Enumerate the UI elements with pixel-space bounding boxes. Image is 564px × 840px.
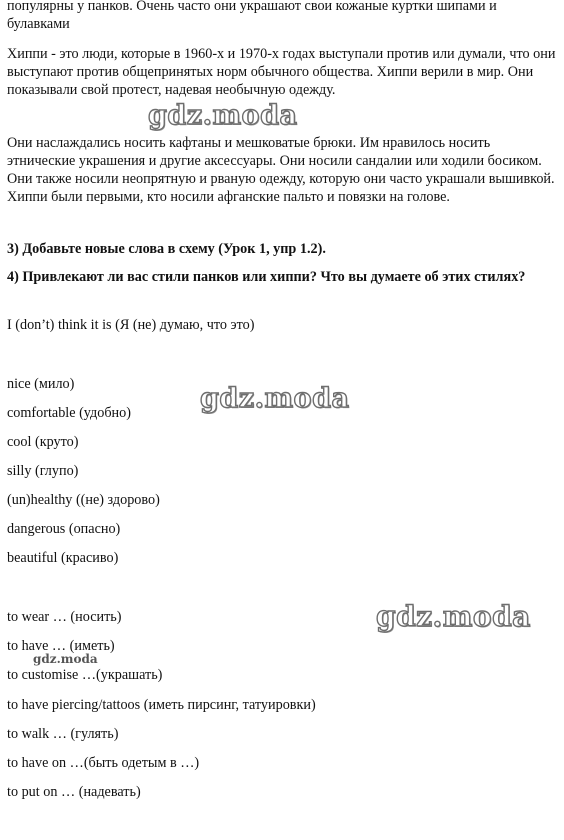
- verb-item: to wear … (носить): [7, 609, 122, 625]
- verb-item: to customise …(украшать): [7, 667, 163, 683]
- task-4-heading: 4) Привлекают ли вас стили панков или хиппи? Что вы думаете об этих стилях?: [7, 269, 526, 285]
- paragraph-punks-ending: популярны у панков. Очень часто они украшают свои кожаные куртки шипами и булавками: [7, 0, 497, 32]
- verb-item: to have piercing/tattoos (иметь пирсинг, татуировки): [7, 697, 316, 713]
- adjective-item: silly (глупо): [7, 463, 79, 479]
- watermark-small-logo: gdz.moda: [33, 652, 98, 666]
- verb-item: to walk … (гулять): [7, 726, 119, 742]
- task-3-heading: 3) Добавьте новые слова в схему (Урок 1, упр 1.2).: [7, 241, 326, 257]
- verb-item: to put on … (надевать): [7, 784, 141, 800]
- watermark-logo: gdz.moda: [376, 600, 531, 633]
- adjective-item: dangerous (опасно): [7, 521, 121, 537]
- paragraph-hippies-clothes: Они наслаждались носить кафтаны и мешковатые брюки. Им нравилось носить этнические украшения и другие аксессуары. Они носили сандалии или ходили босиком. Они также носили неопрятную и рваную одежду, которую они часто украшали вышивкой. Хиппи были первыми, кто носили афганские пальто и повязки на голове.: [7, 135, 555, 205]
- watermark-logo: gdz.moda: [200, 383, 350, 414]
- adjective-item: beautiful (красиво): [7, 550, 119, 566]
- verb-item: to have … (иметь): [7, 638, 115, 654]
- adjective-item: nice (мило): [7, 376, 75, 392]
- paragraph-hippies-intro: Хиппи - это люди, которые в 1960-х и 1970-х годах выступали против или думали, что они выступают против общепринятых норм обычного общества. Хиппи верили в мир. Они показывали свой протест, надевая необычную одежду.: [7, 46, 556, 98]
- adjective-item: (un)healthy ((не) здорово): [7, 492, 160, 508]
- adjective-item: comfortable (удобно): [7, 405, 131, 421]
- adjective-item: cool (круто): [7, 434, 79, 450]
- intro-phrase: I (don’t) think it is (Я (не) думаю, что это): [7, 317, 255, 333]
- verb-item: to have on …(быть одетым в …): [7, 755, 200, 771]
- watermark-logo: gdz.moda: [148, 100, 298, 131]
